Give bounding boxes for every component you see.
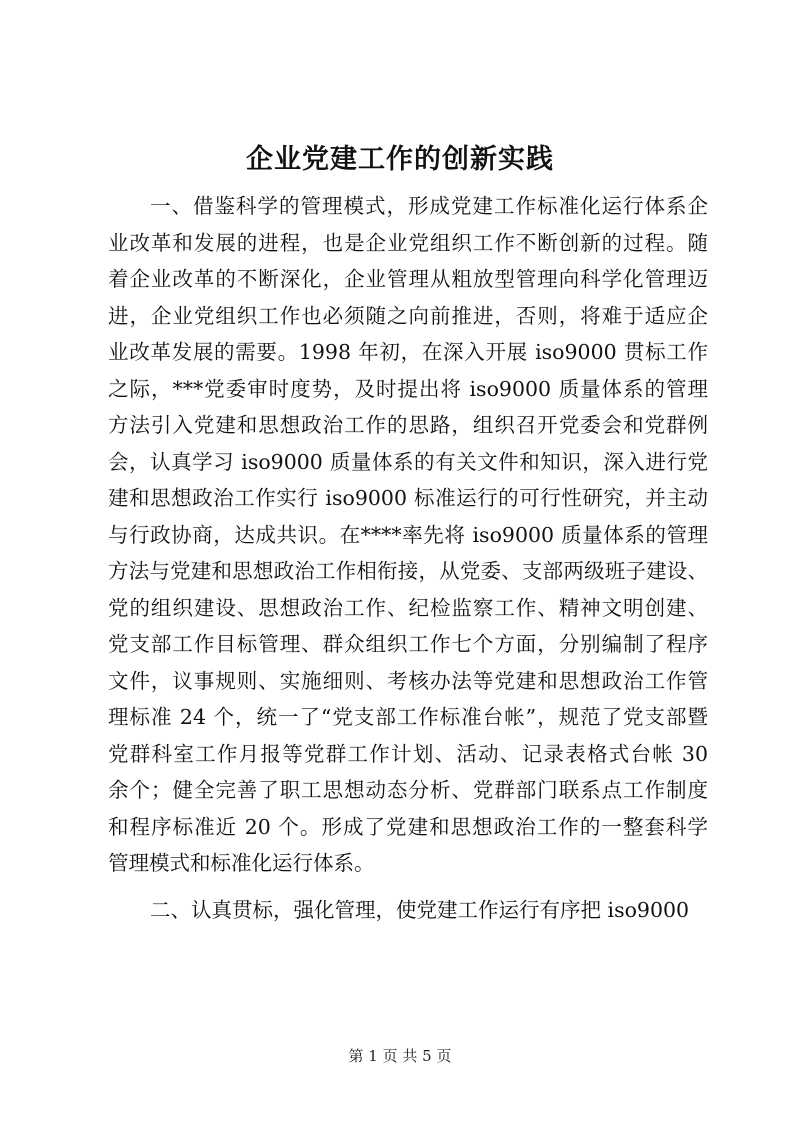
text-line: 业改革发展的需要。1998 年初，在深入开展 iso9000 贯标工作 <box>108 340 708 364</box>
text-line: 业改革和发展的进程，也是企业党组织工作不断创新的过程。随 <box>108 230 708 255</box>
text-line: 理标准 24 个，统一了“党支部工作标准台帐”，规范了党支部暨 <box>108 705 708 729</box>
text-line: 和程序标准近 20 个。形成了党建和思想政治工作的一整套科学 <box>108 814 708 839</box>
paragraph-gap <box>108 882 708 892</box>
text-line: 党的组织建设、思想政治工作、纪检监察工作、精神文明创建、 <box>108 595 708 620</box>
text-line: 方法与党建和思想政治工作相衔接，从党委、支部两级班子建设、 <box>108 559 708 583</box>
text-line: 着企业改革的不断深化，企业管理从粗放型管理向科学化管理迈 <box>108 267 708 291</box>
text-line: 党支部工作目标管理、群众组织工作七个方面，分别编制了程序 <box>108 632 708 656</box>
paragraph-2 <box>108 892 708 929</box>
text-line: 余个；健全完善了职工思想动态分析、党群部门联系点工作制度 <box>108 778 708 802</box>
page-footer: 第 1 页 共 5 页 <box>348 1047 452 1065</box>
text-line: 与行政协商，达成共识。在****率先将 iso9000 质量体系的管理 <box>108 522 708 547</box>
text-line: 管理模式和标准化运行体系。 <box>108 851 375 875</box>
text-line: 文件，议事规则、实施细则、考核办法等党建和思想政治工作管 <box>108 668 708 693</box>
document-title: 企业党建工作的创新实践 <box>246 144 554 175</box>
document-body <box>108 188 708 928</box>
text-line: 进，企业党组织工作也必须随之向前推进，否则，将难于适应企 <box>108 303 708 328</box>
text-line: 方法引入党建和思想政治工作的思路，组织召开党委会和党群例 <box>108 413 708 437</box>
text-line: 二、认真贯标，强化管理，使党建工作运行有序把 iso9000 <box>150 897 690 922</box>
text-line: 之际，***党委审时度势，及时提出将 iso9000 质量体系的管理 <box>108 376 708 401</box>
text-line: 建和思想政治工作实行 iso9000 标准运行的可行性研究，并主动 <box>108 486 708 510</box>
text-line: 一、借鉴科学的管理模式，形成党建工作标准化运行体系企 <box>150 194 708 218</box>
text-line: 党群科室工作月报等党群工作计划、活动、记录表格式台帐 30 <box>108 741 708 766</box>
paragraph-1 <box>108 188 708 882</box>
text-line: 会，认真学习 iso9000 质量体系的有关文件和知识，深入进行党 <box>108 449 708 474</box>
